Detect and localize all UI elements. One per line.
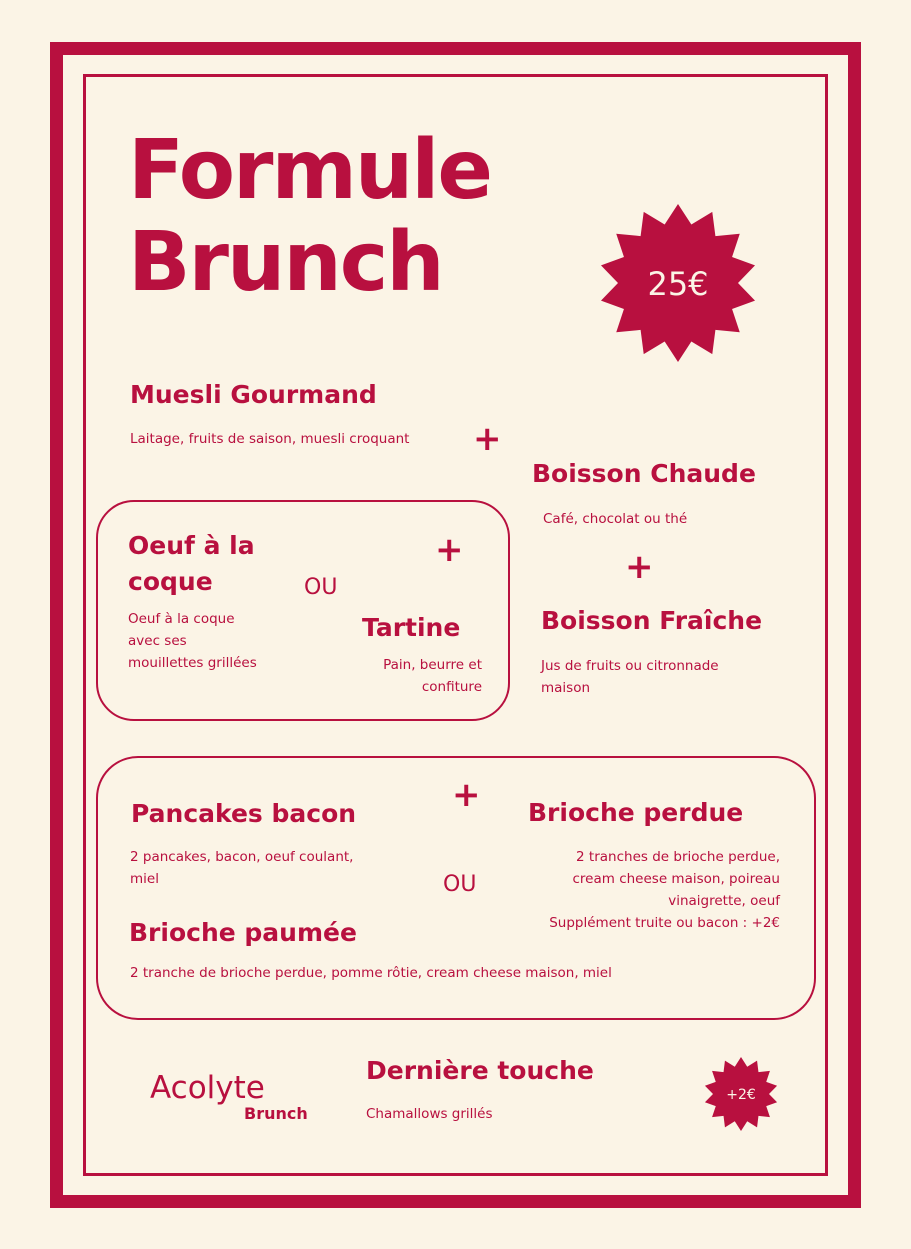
tartine-title: Tartine [362, 613, 461, 642]
oeuf-desc-line-3: mouillettes grillées [128, 655, 257, 671]
tartine-desc-line-2: confiture [421, 679, 482, 695]
supplement-price-starburst [703, 1056, 779, 1132]
tartine-desc-line-1: Pain, beurre et [383, 657, 482, 673]
boisson-fraiche-desc [541, 655, 719, 699]
boisson-fraiche-desc-line-1: Jus de fruits ou citronnade [541, 658, 719, 674]
boisson-fraiche-title: Boisson Fraîche [541, 606, 763, 635]
oeuf-desc-line-1: Oeuf à la coque [128, 611, 235, 627]
brioche-paumee-title: Brioche paumée [129, 918, 357, 947]
brioche-perdue-title: Brioche perdue [528, 798, 744, 827]
oeuf-desc [128, 608, 257, 674]
derniere-touche-desc: Chamallows grillés [366, 1106, 493, 1122]
brioche-perdue-desc-line-1: 2 tranches de brioche perdue, [576, 849, 780, 865]
brioche-perdue-desc [470, 846, 780, 934]
plus-sign: + [625, 547, 654, 587]
price-label: 25€ [647, 265, 709, 303]
ou-connector: OU [443, 872, 477, 897]
oeuf-title-line-2: coque [128, 567, 213, 596]
pancakes-desc-line-2: miel [130, 871, 159, 887]
oeuf-desc-line-2: avec ses [128, 633, 187, 649]
plus-sign: + [435, 530, 464, 570]
oeuf-title-line-1: Oeuf à la [128, 531, 255, 560]
logo [150, 1070, 308, 1123]
ou-connector: OU [304, 575, 338, 600]
pancakes-desc-line-1: 2 pancakes, bacon, oeuf coulant, [130, 849, 354, 865]
muesli-desc: Laitage, fruits de saison, muesli croquant [130, 431, 410, 447]
price-starburst [598, 203, 758, 363]
brioche-perdue-desc-line-3: vinaigrette, oeuf [668, 893, 780, 909]
tartine-desc [300, 654, 482, 698]
boisson-chaude-desc: Café, chocolat ou thé [543, 511, 688, 527]
title-line-1: Formule [128, 123, 492, 218]
oeuf-title [128, 528, 255, 600]
logo-wordmark: Acolyte [150, 1070, 265, 1106]
brioche-paumee-desc: 2 tranche de brioche perdue, pomme rôtie, cream cheese maison, miel [130, 965, 612, 981]
pancakes-desc [130, 846, 353, 890]
supplement-price-label: +2€ [726, 1087, 756, 1103]
menu-title [128, 125, 491, 309]
pancakes-title: Pancakes bacon [131, 799, 357, 828]
boisson-chaude-title: Boisson Chaude [532, 459, 756, 488]
plus-sign: + [473, 419, 502, 459]
title-line-2: Brunch [128, 215, 443, 310]
muesli-title: Muesli Gourmand [130, 380, 377, 409]
derniere-touche-title: Dernière touche [366, 1056, 594, 1085]
logo-subtitle: Brunch [244, 1104, 308, 1123]
brioche-perdue-supplement: Supplément truite ou bacon : +2€ [549, 915, 780, 931]
plus-sign: + [452, 775, 481, 815]
boisson-fraiche-desc-line-2: maison [541, 680, 591, 696]
brioche-perdue-desc-line-2: cream cheese maison, poireau [572, 871, 780, 887]
